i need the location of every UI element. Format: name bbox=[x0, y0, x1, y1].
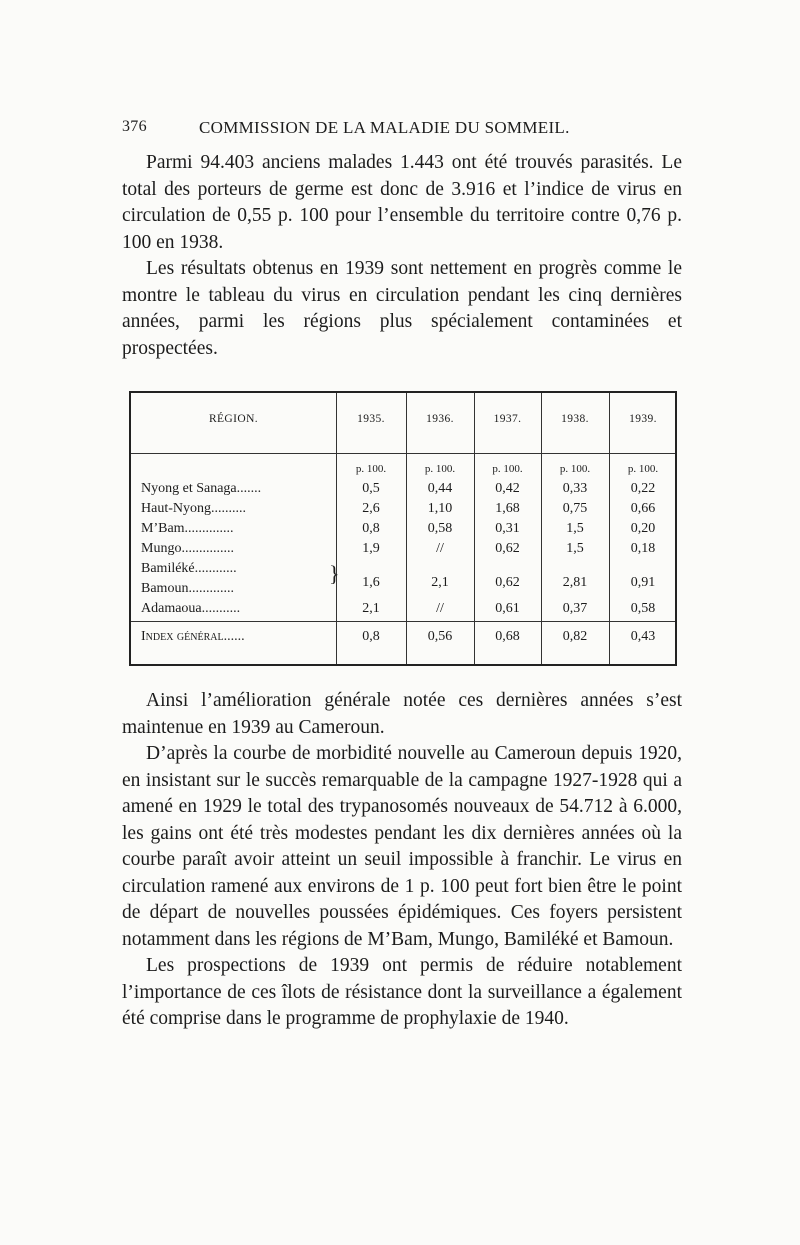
table-row bbox=[131, 501, 675, 521]
unit-label: p. 100. bbox=[424, 463, 456, 475]
value-cell: 2,81 bbox=[562, 575, 588, 590]
table-row bbox=[131, 541, 675, 561]
value-cell: 0,31 bbox=[495, 521, 520, 536]
value-cell: 0,66 bbox=[630, 501, 656, 516]
table-row bbox=[131, 521, 675, 541]
value-cell: 0,62 bbox=[495, 575, 520, 590]
paragraph: Parmi 94.403 anciens malades 1.443 ont été trouvés parasités. Le total des porteurs de germe est donc de 3.916 et l’indice de virus en circulation de 0,55 p. 100 pour l’ensemble du territoire contre 0,76 p. 100 en 1938. bbox=[122, 152, 682, 253]
value-cell: 0,33 bbox=[562, 481, 588, 496]
value-cell: 0,61 bbox=[495, 601, 520, 616]
brace-glyph: } bbox=[329, 561, 340, 586]
value-cell: 2,1 bbox=[362, 601, 380, 616]
value-cell: 0,75 bbox=[562, 501, 588, 516]
value-cell: 0,62 bbox=[495, 541, 520, 556]
unit-label: p. 100. bbox=[559, 463, 591, 475]
value-cell: 0,8 bbox=[362, 629, 380, 644]
paragraph: D’après la courbe de morbidité nouvelle au Cameroun depuis 1920, en insistant sur le succès remarquable de la campagne 1927-1928 qui a amené en 1929 le total des trypanosomés nouveaux de 54.712 à 6.000, les gains ont été très modestes pendant les dix dernières années où la courbe paraît avoir atteint un seuil impossible à franchir. Le virus en circulation ramené aux environs de 1 p. 100 peut fort bien être le point de départ de nouvelles poussées épidémiques. Ces foyers persistent notamment dans les régions de M’Bam, Mungo, Bamiléké et Bamoun. bbox=[122, 743, 682, 950]
header-rule bbox=[131, 453, 675, 454]
value-cell: 0,68 bbox=[495, 629, 520, 644]
total-rule bbox=[131, 621, 675, 622]
column-header-year: 1938. bbox=[561, 413, 589, 425]
value-cell: 0,56 bbox=[427, 629, 453, 644]
table-row bbox=[131, 481, 675, 501]
value-cell: 0,42 bbox=[495, 481, 520, 496]
column-header-region: RÉGION. bbox=[208, 413, 259, 425]
value-cell: 2,6 bbox=[362, 501, 380, 516]
value-cell: // bbox=[436, 601, 444, 616]
page-number: 376 bbox=[122, 118, 147, 135]
region-name: Haut-Nyong.......... bbox=[141, 501, 246, 516]
value-cell: 0,20 bbox=[630, 521, 656, 536]
value-cell: 0,18 bbox=[630, 541, 656, 556]
unit-label: p. 100. bbox=[492, 463, 523, 475]
value-cell: 1,9 bbox=[362, 541, 380, 556]
value-cell: // bbox=[436, 541, 444, 556]
paragraph: Ainsi l’amélioration générale notée ces dernières années s’est maintenue en 1939 au Cameroun. bbox=[122, 690, 682, 738]
table-row-total bbox=[131, 629, 675, 649]
value-cell: 1,6 bbox=[362, 575, 380, 590]
value-cell: 0,58 bbox=[630, 601, 656, 616]
value-cell: 1,68 bbox=[495, 501, 520, 516]
value-cell: 0,44 bbox=[427, 481, 453, 496]
region-name: Nyong et Sanaga....... bbox=[141, 481, 262, 496]
value-cell: 0,37 bbox=[562, 601, 588, 616]
text-block-top bbox=[122, 150, 682, 362]
column-header-year: 1936. bbox=[426, 413, 454, 425]
paragraph: Les prospections de 1939 ont permis de réduire notablement l’importance de ces îlots de résistance dont la surveillance a également été comprise dans le programme de prophylaxie de 1940. bbox=[122, 955, 682, 1029]
table-row bbox=[131, 581, 675, 601]
unit-label: p. 100. bbox=[355, 463, 387, 475]
column-header-year: 1939. bbox=[629, 413, 657, 425]
value-cell: 2,1 bbox=[431, 575, 449, 590]
value-cell: 0,22 bbox=[630, 481, 656, 496]
column-header-year: 1937. bbox=[493, 413, 522, 425]
paragraph: Les résultats obtenus en 1939 sont nettement en progrès comme le montre le tableau du virus en circulation pendant les cinq dernières années, parmi les régions plus spécialement contaminées et prospectées. bbox=[122, 258, 682, 359]
column-header-year: 1935. bbox=[357, 413, 385, 425]
region-name: M’Bam.............. bbox=[141, 521, 234, 536]
value-cell: 0,91 bbox=[630, 575, 656, 590]
value-cell: 0,82 bbox=[562, 629, 588, 644]
region-name: Bamiléké............ bbox=[141, 561, 237, 576]
value-cell: 1,5 bbox=[566, 521, 584, 536]
value-cell: 1,10 bbox=[427, 501, 453, 516]
value-cell: 1,5 bbox=[566, 541, 584, 556]
header-title: COMMISSION DE LA MALADIE DU SOMMEIL. bbox=[199, 118, 570, 137]
data-table bbox=[129, 391, 677, 666]
value-cell: 0,8 bbox=[362, 521, 380, 536]
table-row bbox=[131, 601, 675, 621]
region-name: Mungo............... bbox=[141, 541, 234, 556]
region-name: Adamaoua........... bbox=[141, 601, 241, 616]
text-block-bottom bbox=[122, 688, 682, 1033]
value-cell: 0,58 bbox=[427, 521, 453, 536]
value-cell: 0,43 bbox=[630, 629, 656, 644]
value-cell: 0,5 bbox=[362, 481, 380, 496]
region-name: Index général...... bbox=[141, 629, 245, 644]
region-name: Bamoun............. bbox=[141, 581, 234, 596]
unit-label: p. 100. bbox=[627, 463, 659, 475]
